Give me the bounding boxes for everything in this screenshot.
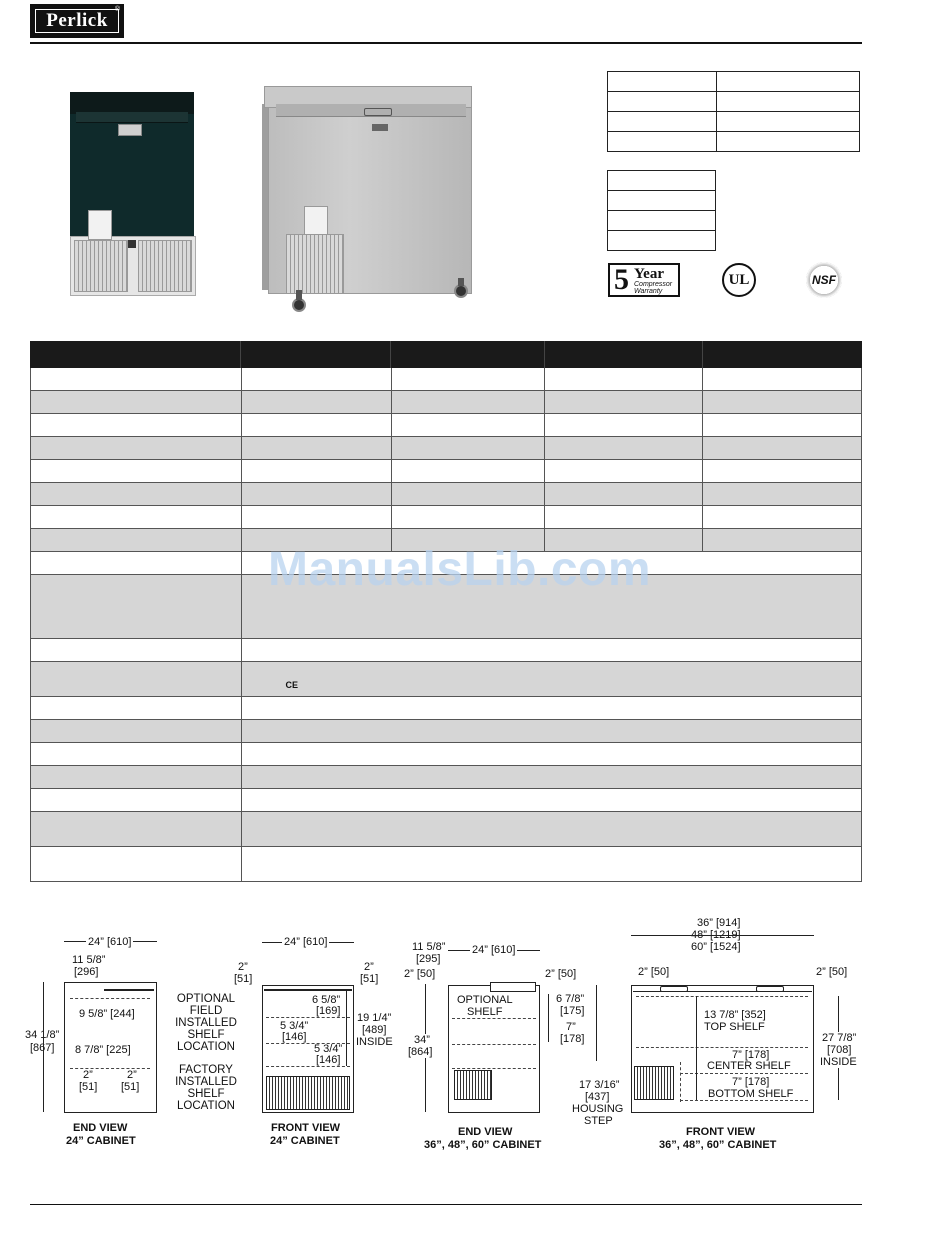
- table-row: [608, 211, 716, 231]
- shelf-line: [266, 1066, 350, 1067]
- dim-right-mm: [51]: [360, 973, 379, 985]
- steel-unit-handle: [364, 108, 392, 116]
- dim-right: 2” [50]: [816, 966, 848, 978]
- dim-width-3: 60” [1524]: [691, 941, 741, 953]
- inside-height-mm: [708]: [827, 1044, 852, 1056]
- warranty-badge: [608, 263, 680, 297]
- table-row: [30, 662, 862, 697]
- nsf-text: NSF: [812, 273, 836, 287]
- shelf-line: [452, 1044, 536, 1045]
- note-line: SHELF: [187, 1029, 225, 1041]
- dim-height-mm: [867]: [30, 1042, 55, 1054]
- steel-unit-caster-2: [458, 278, 464, 286]
- brand-name: Perlick: [46, 10, 108, 31]
- header-cell: [30, 341, 241, 368]
- bottom-shelf-label: BOTTOM SHELF: [708, 1088, 794, 1100]
- header-cell: [703, 341, 862, 368]
- bottom-shelf-dim: 7” [178]: [732, 1076, 770, 1088]
- steel-unit-badge: [372, 124, 388, 131]
- footer-rule: [30, 1204, 862, 1205]
- caption-line2: 24” CABINET: [66, 1135, 136, 1147]
- dim-2-mm: [178]: [560, 1033, 585, 1045]
- lid-handle: [660, 986, 688, 992]
- steel-unit-grille: [286, 234, 344, 294]
- shelf-line: [680, 1100, 808, 1101]
- table-row: [30, 743, 862, 766]
- nsf-badge: [806, 262, 842, 298]
- black-unit-grille-right: [138, 240, 192, 292]
- dim-line: [696, 996, 697, 1100]
- optional-shelf-label-1: OPTIONAL: [457, 994, 513, 1006]
- note-line: LOCATION: [177, 1100, 235, 1112]
- lid-line: [104, 989, 154, 991]
- header-rule: [30, 42, 862, 44]
- options-table: [607, 170, 716, 251]
- header-cell: [391, 341, 544, 368]
- dim-depth-mm: [296]: [74, 966, 99, 978]
- shelf-line: [70, 998, 150, 999]
- dim-left-mm: [51]: [234, 973, 253, 985]
- black-unit-sticker: [88, 210, 112, 240]
- table-row: [30, 460, 862, 483]
- inside-label: INSIDE: [356, 1036, 393, 1048]
- table-row: [30, 506, 862, 529]
- ul-text: UL: [728, 271, 750, 288]
- ul-badge: [722, 263, 756, 297]
- table-row: [30, 437, 862, 460]
- step-label-2: STEP: [584, 1115, 613, 1127]
- black-unit-top: [70, 92, 194, 114]
- inside-height-mm: [489]: [362, 1024, 387, 1036]
- table-row: [30, 391, 862, 414]
- watermark: ManualsLib.com: [268, 543, 652, 596]
- dim-line: [43, 982, 44, 1112]
- header-cell: [241, 341, 391, 368]
- center-shelf-label: CENTER SHELF: [707, 1060, 791, 1072]
- note-line: SHELF: [187, 1088, 225, 1100]
- lid-line: [264, 989, 352, 991]
- note-line: FIELD: [189, 1005, 223, 1017]
- spec-table-header: [30, 341, 862, 368]
- dim-width-1: 36” [914]: [697, 917, 741, 929]
- dim-height-in: 34 1/8”: [25, 1029, 60, 1041]
- inside-label: INSIDE: [820, 1056, 857, 1068]
- top-shelf-label: TOP SHELF: [704, 1021, 765, 1033]
- caption-line1: FRONT VIEW: [271, 1122, 341, 1134]
- table-row: [30, 639, 862, 662]
- table-row: [608, 231, 716, 251]
- warranty-number: 5: [614, 263, 629, 296]
- steel-unit-caster-1: [296, 290, 302, 300]
- table-row: [30, 483, 862, 506]
- brand-logo: [30, 4, 124, 38]
- optional-shelf-note: [168, 993, 244, 1053]
- table-row: [30, 812, 862, 847]
- dim-width: 24” [610]: [284, 936, 328, 948]
- condenser-grille: [634, 1066, 674, 1100]
- table-row: [608, 112, 860, 132]
- dim-left: 2” [50]: [638, 966, 670, 978]
- table-row: [608, 92, 860, 112]
- ce-mark: CE: [285, 680, 299, 690]
- dim-width-2: 48” [1219]: [691, 929, 741, 941]
- dim-line: [631, 935, 814, 936]
- step-dim-in: 17 3/16”: [579, 1079, 620, 1091]
- dim-1-mm: [175]: [560, 1005, 585, 1017]
- table-row: [30, 789, 862, 812]
- dim-side-left-mm: [51]: [79, 1081, 98, 1093]
- dim-height-in: 34”: [414, 1034, 430, 1046]
- steel-unit-wheel-2: [454, 284, 468, 298]
- shelf-line: [680, 1073, 808, 1074]
- dim-low-in: 5 3/4”: [314, 1043, 343, 1055]
- step-dim-mm: [437]: [585, 1091, 610, 1103]
- inside-height-in: 19 1/4”: [357, 1012, 392, 1024]
- note-line: LOCATION: [177, 1041, 235, 1053]
- note-line: INSTALLED: [175, 1017, 237, 1029]
- dim-top-mm: [169]: [316, 1005, 341, 1017]
- black-unit-lid: [76, 112, 188, 123]
- dim-depth-in: 11 5/8”: [412, 941, 446, 953]
- shelf-line: [266, 1017, 350, 1018]
- dim-right-in: 2”: [364, 961, 374, 973]
- center-shelf-dim: 7” [178]: [732, 1049, 770, 1061]
- dim-line: [548, 994, 549, 1042]
- table-row: [30, 697, 862, 720]
- lid-block: [490, 982, 536, 992]
- dim-mid-mm: [146]: [282, 1031, 307, 1043]
- table-row: [30, 720, 862, 743]
- dim-width: 24” [610]: [88, 936, 132, 948]
- dim-left: 2” [50]: [404, 968, 436, 980]
- inside-height-in: 27 7/8”: [822, 1032, 857, 1044]
- dim-low-mm: [146]: [316, 1054, 341, 1066]
- condenser-grille: [266, 1076, 350, 1110]
- dim-depth-mm: [295]: [416, 953, 441, 965]
- factory-shelf-note: [168, 1064, 244, 1112]
- dim-right: 2” [50]: [545, 968, 577, 980]
- black-unit-switch: [128, 240, 136, 248]
- caption-line1: FRONT VIEW: [686, 1126, 756, 1138]
- table-row: [608, 191, 716, 211]
- warranty-line1: Compressor: [634, 281, 673, 288]
- dim-top-in: 6 5/8”: [312, 994, 341, 1006]
- optional-shelf-label-2: SHELF: [467, 1006, 503, 1018]
- dim-line: [346, 990, 347, 1066]
- registered-mark: ®: [114, 6, 120, 13]
- black-unit-badge: [118, 124, 142, 136]
- housing-step-line: [680, 1062, 681, 1102]
- table-row: [30, 368, 862, 391]
- table-row: [30, 847, 862, 882]
- dim-left-in: 2”: [238, 961, 248, 973]
- table-row: [608, 171, 716, 191]
- warranty-line2: Warranty: [634, 288, 663, 295]
- note-line: FACTORY: [179, 1064, 233, 1076]
- caption-line2: 36”, 48”, 60” CABINET: [659, 1139, 777, 1151]
- shelf-line: [452, 1068, 536, 1069]
- condenser-grille: [454, 1070, 492, 1100]
- note-line: INSTALLED: [175, 1076, 237, 1088]
- lid-handle: [756, 986, 784, 992]
- caption-line2: 36”, 48”, 60” CABINET: [424, 1139, 542, 1151]
- dim-line: [596, 985, 597, 1061]
- caption-line1: END VIEW: [458, 1126, 513, 1138]
- dim-1-in: 6 7/8”: [556, 993, 585, 1005]
- dim-shelf-2: 8 7/8” [225]: [75, 1044, 131, 1056]
- steel-unit-wheel-1: [292, 298, 306, 312]
- top-shelf-dim: 13 7/8” [352]: [704, 1009, 766, 1021]
- dim-width: 24” [610]: [472, 944, 516, 956]
- dim-side-right-mm: [51]: [121, 1081, 140, 1093]
- dim-depth-in: 11 5/8”: [72, 954, 106, 966]
- shelf-line: [636, 996, 808, 997]
- shelf-line: [70, 1068, 150, 1069]
- table-row: [608, 132, 860, 152]
- caption-line2: 24” CABINET: [270, 1135, 340, 1147]
- shelf-line: [452, 1018, 536, 1019]
- warranty-year: Year: [634, 266, 664, 282]
- model-table: [607, 71, 860, 152]
- note-line: OPTIONAL: [176, 993, 236, 1005]
- table-row: [30, 766, 862, 789]
- dim-side-left-in: 2”: [83, 1069, 93, 1081]
- table-row: [30, 414, 862, 437]
- dim-height-mm: [864]: [408, 1046, 433, 1058]
- caption-line1: END VIEW: [73, 1122, 128, 1134]
- dim-mid-in: 5 3/4”: [280, 1020, 309, 1032]
- dim-shelf-1: 9 5/8” [244]: [79, 1008, 135, 1020]
- black-unit-grille-left: [74, 240, 128, 292]
- dim-side-right-in: 2”: [127, 1069, 137, 1081]
- shelf-line: [636, 1047, 808, 1048]
- spec-table: [30, 341, 862, 882]
- dim-2-in: 7”: [566, 1021, 576, 1033]
- header-cell: [545, 341, 703, 368]
- step-label-1: HOUSING: [572, 1103, 624, 1115]
- table-row: [608, 72, 860, 92]
